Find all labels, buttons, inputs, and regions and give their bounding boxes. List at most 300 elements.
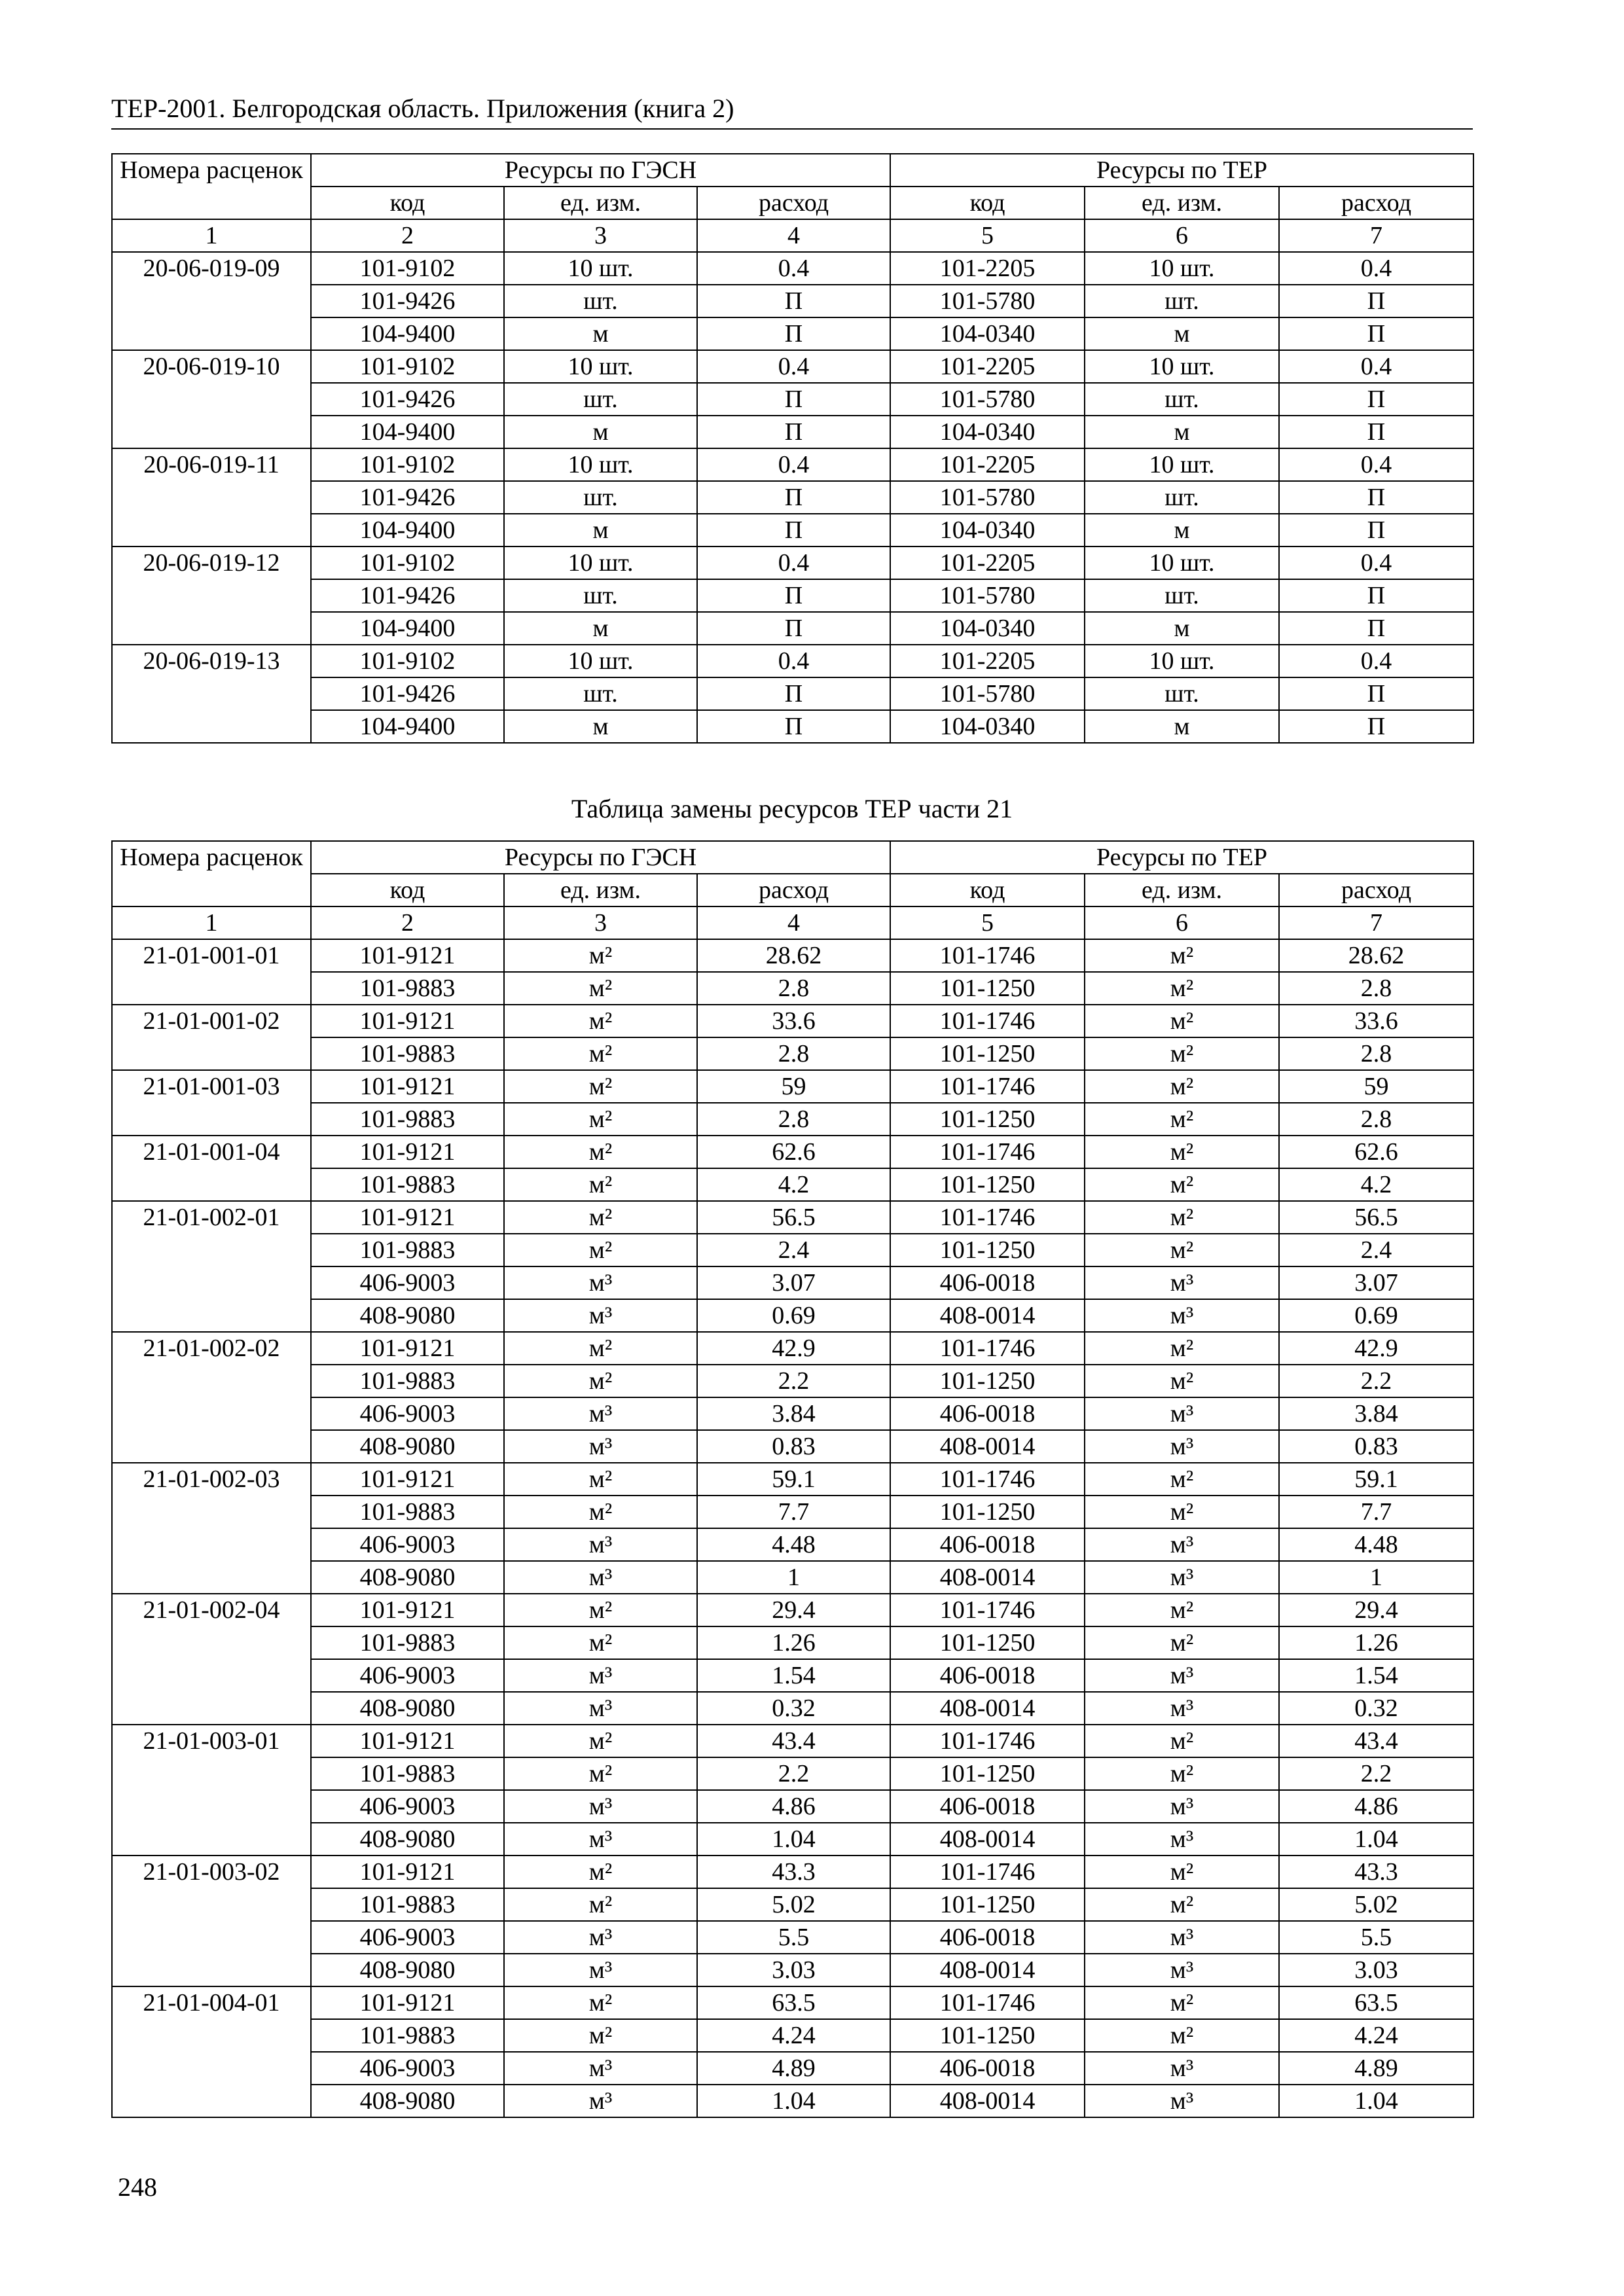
gesn-code-cell: 101-9426 (311, 285, 504, 317)
gesn-code-cell: 101-9883 (311, 1103, 504, 1136)
table-row (112, 1790, 1473, 1823)
gesn-consumption-cell: 4.89 (697, 2052, 890, 2085)
gesn-consumption-cell: 1 (697, 1561, 890, 1594)
gesn-unit-cell: м³ (504, 1692, 697, 1725)
gesn-consumption-cell: 3.84 (697, 1397, 890, 1430)
header-ter-code: код (890, 874, 1085, 906)
header-ter-code: код (890, 187, 1085, 219)
gesn-consumption-cell: 0.4 (697, 547, 890, 579)
rate-number: 20-06-019-10 (112, 350, 311, 448)
table-row (112, 1496, 1473, 1528)
gesn-code-cell: 101-9102 (311, 448, 504, 481)
ter-consumption-cell: 1.04 (1279, 2085, 1473, 2117)
table-row (112, 645, 1473, 677)
gesn-unit-cell: м³ (504, 2085, 697, 2117)
gesn-unit-cell: м (504, 416, 697, 448)
ter-consumption-cell: 43.4 (1279, 1725, 1473, 1757)
column-number: 3 (504, 219, 697, 252)
ter-consumption-cell: 62.6 (1279, 1136, 1473, 1168)
ter-consumption-cell: 0.4 (1279, 645, 1473, 677)
ter-unit-cell: м³ (1085, 1823, 1279, 1856)
ter-code-cell: 101-1746 (890, 1201, 1085, 1234)
ter-unit-cell: м³ (1085, 1299, 1279, 1332)
gesn-code-cell: 101-9121 (311, 1594, 504, 1626)
header-ter-consumption: расход (1279, 874, 1473, 906)
ter-consumption-cell: 4.2 (1279, 1168, 1473, 1201)
gesn-code-cell: 101-9102 (311, 350, 504, 383)
gesn-consumption-cell: 2.2 (697, 1757, 890, 1790)
ter-consumption-cell: 0.69 (1279, 1299, 1473, 1332)
rate-number: 21-01-002-03 (112, 1463, 311, 1594)
gesn-unit-cell: м² (504, 1986, 697, 2019)
ter-unit-cell: м² (1085, 1070, 1279, 1103)
gesn-code-cell: 101-9121 (311, 1070, 504, 1103)
gesn-consumption-cell: 0.69 (697, 1299, 890, 1332)
ter-code-cell: 408-0014 (890, 1954, 1085, 1986)
gesn-consumption-cell: 4.48 (697, 1528, 890, 1561)
ter-unit-cell: шт. (1085, 383, 1279, 416)
gesn-consumption-cell: 28.62 (697, 939, 890, 972)
ter-unit-cell: м (1085, 317, 1279, 350)
table-row (112, 612, 1473, 645)
ter-code-cell: 101-2205 (890, 350, 1085, 383)
ter-consumption-cell: 5.5 (1279, 1921, 1473, 1954)
table-row (112, 416, 1473, 448)
ter-consumption-cell: П (1279, 416, 1473, 448)
running-header: ТЕР-2001. Белгородская область. Приложения (книга 2) (111, 93, 1473, 130)
ter-unit-cell: м² (1085, 1332, 1279, 1365)
ter-unit-cell: шт. (1085, 579, 1279, 612)
ter-unit-cell: м² (1085, 1757, 1279, 1790)
table1-body (112, 252, 1473, 743)
gesn-consumption-cell: 3.03 (697, 1954, 890, 1986)
ter-consumption-cell: 59.1 (1279, 1463, 1473, 1496)
ter-code-cell: 101-1250 (890, 1365, 1085, 1397)
table-row (112, 1430, 1473, 1463)
header-gesn-unit: ед. изм. (504, 187, 697, 219)
gesn-code-cell: 104-9400 (311, 317, 504, 350)
gesn-code-cell: 408-9080 (311, 1823, 504, 1856)
table-row (112, 514, 1473, 547)
ter-code-cell: 101-1746 (890, 1986, 1085, 2019)
table-row (112, 1856, 1473, 1888)
table-row (112, 448, 1473, 481)
gesn-consumption-cell: 62.6 (697, 1136, 890, 1168)
gesn-consumption-cell: 5.5 (697, 1921, 890, 1954)
ter-unit-cell: м³ (1085, 1692, 1279, 1725)
ter-unit-cell: м² (1085, 1725, 1279, 1757)
ter-code-cell: 101-1250 (890, 1234, 1085, 1266)
table-row (112, 481, 1473, 514)
gesn-consumption-cell: П (697, 285, 890, 317)
gesn-unit-cell: м² (504, 1005, 697, 1037)
gesn-consumption-cell: 2.8 (697, 1103, 890, 1136)
gesn-unit-cell: м³ (504, 1299, 697, 1332)
gesn-code-cell: 101-9883 (311, 1168, 504, 1201)
ter-unit-cell: м (1085, 514, 1279, 547)
ter-consumption-cell: 1 (1279, 1561, 1473, 1594)
column-number: 6 (1085, 906, 1279, 939)
gesn-code-cell: 101-9883 (311, 2019, 504, 2052)
gesn-unit-cell: м² (504, 1365, 697, 1397)
ter-unit-cell: м (1085, 612, 1279, 645)
rate-number: 20-06-019-13 (112, 645, 311, 743)
ter-unit-cell: м³ (1085, 1561, 1279, 1594)
gesn-code-cell: 101-9121 (311, 1856, 504, 1888)
table-row (112, 1757, 1473, 1790)
ter-unit-cell: м² (1085, 1005, 1279, 1037)
gesn-unit-cell: м³ (504, 1823, 697, 1856)
ter-consumption-cell: П (1279, 612, 1473, 645)
gesn-unit-cell: м² (504, 1626, 697, 1659)
ter-code-cell: 101-1746 (890, 1332, 1085, 1365)
table-row (112, 1725, 1473, 1757)
ter-unit-cell: м² (1085, 1594, 1279, 1626)
gesn-consumption-cell: 29.4 (697, 1594, 890, 1626)
ter-consumption-cell: 42.9 (1279, 1332, 1473, 1365)
gesn-consumption-cell: 0.4 (697, 350, 890, 383)
table-row (112, 939, 1473, 972)
ter-consumption-cell: 2.8 (1279, 1037, 1473, 1070)
gesn-unit-cell: м² (504, 1757, 697, 1790)
gesn-unit-cell: м² (504, 1496, 697, 1528)
gesn-code-cell: 101-9121 (311, 939, 504, 972)
table-row (112, 383, 1473, 416)
ter-code-cell: 101-5780 (890, 481, 1085, 514)
ter-consumption-cell: 3.84 (1279, 1397, 1473, 1430)
gesn-consumption-cell: 1.04 (697, 1823, 890, 1856)
ter-unit-cell: м² (1085, 1626, 1279, 1659)
gesn-unit-cell: м² (504, 1168, 697, 1201)
gesn-code-cell: 406-9003 (311, 1659, 504, 1692)
gesn-code-cell: 101-9121 (311, 1986, 504, 2019)
gesn-code-cell: 104-9400 (311, 612, 504, 645)
ter-unit-cell: м³ (1085, 1266, 1279, 1299)
gesn-consumption-cell: 4.86 (697, 1790, 890, 1823)
column-number: 2 (311, 906, 504, 939)
table-row (112, 1168, 1473, 1201)
ter-unit-cell: м³ (1085, 1659, 1279, 1692)
table2-caption: Таблица замены ресурсов ТЕР части 21 (571, 794, 1013, 823)
ter-code-cell: 101-2205 (890, 645, 1085, 677)
ter-consumption-cell: 4.89 (1279, 2052, 1473, 2085)
ter-unit-cell: м² (1085, 1103, 1279, 1136)
ter-code-cell: 104-0340 (890, 612, 1085, 645)
gesn-unit-cell: м³ (504, 2052, 697, 2085)
gesn-unit-cell: м³ (504, 1528, 697, 1561)
gesn-code-cell: 406-9003 (311, 1397, 504, 1430)
gesn-consumption-cell: 59.1 (697, 1463, 890, 1496)
gesn-code-cell: 101-9121 (311, 1463, 504, 1496)
rate-number: 21-01-003-01 (112, 1725, 311, 1856)
ter-unit-cell: м (1085, 416, 1279, 448)
table-row (112, 2085, 1473, 2117)
gesn-consumption-cell: П (697, 383, 890, 416)
header-ter-unit: ед. изм. (1085, 874, 1279, 906)
table-row (112, 1136, 1473, 1168)
ter-code-cell: 101-1746 (890, 1136, 1085, 1168)
gesn-consumption-cell: 2.8 (697, 1037, 890, 1070)
ter-code-cell: 101-1746 (890, 1070, 1085, 1103)
table2-body (112, 939, 1473, 2117)
table-row (112, 252, 1473, 285)
gesn-unit-cell: м² (504, 2019, 697, 2052)
table-row (112, 677, 1473, 710)
gesn-consumption-cell: 2.4 (697, 1234, 890, 1266)
ter-code-cell: 101-1746 (890, 1725, 1085, 1757)
gesn-consumption-cell: П (697, 677, 890, 710)
ter-code-cell: 101-1746 (890, 1856, 1085, 1888)
ter-consumption-cell: 43.3 (1279, 1856, 1473, 1888)
gesn-unit-cell: м² (504, 972, 697, 1005)
gesn-code-cell: 104-9400 (311, 514, 504, 547)
ter-code-cell: 104-0340 (890, 514, 1085, 547)
rate-number: 21-01-001-02 (112, 1005, 311, 1070)
gesn-code-cell: 101-9102 (311, 547, 504, 579)
column-number: 4 (697, 906, 890, 939)
gesn-unit-cell: м³ (504, 1397, 697, 1430)
gesn-unit-cell: м² (504, 1070, 697, 1103)
gesn-unit-cell: м (504, 317, 697, 350)
ter-unit-cell: м² (1085, 1365, 1279, 1397)
ter-consumption-cell: 5.02 (1279, 1888, 1473, 1921)
ter-code-cell: 101-5780 (890, 383, 1085, 416)
gesn-consumption-cell: 59 (697, 1070, 890, 1103)
header-ter-group: Ресурсы по ТЕР (890, 154, 1473, 187)
table-row (112, 1921, 1473, 1954)
gesn-consumption-cell: 2.8 (697, 972, 890, 1005)
gesn-unit-cell: м² (504, 939, 697, 972)
header-rate-numbers: Номера расценок (112, 841, 311, 906)
ter-code-cell: 408-0014 (890, 1430, 1085, 1463)
gesn-unit-cell: шт. (504, 677, 697, 710)
table-row (112, 1005, 1473, 1037)
ter-code-cell: 408-0014 (890, 1692, 1085, 1725)
gesn-code-cell: 406-9003 (311, 2052, 504, 2085)
header-rate-numbers: Номера расценок (112, 154, 311, 219)
ter-unit-cell: м³ (1085, 1397, 1279, 1430)
ter-code-cell: 104-0340 (890, 416, 1085, 448)
gesn-consumption-cell: П (697, 416, 890, 448)
gesn-unit-cell: 10 шт. (504, 448, 697, 481)
ter-unit-cell: м² (1085, 1496, 1279, 1528)
header-ter-consumption: расход (1279, 187, 1473, 219)
ter-consumption-cell: 1.26 (1279, 1626, 1473, 1659)
ter-consumption-cell: 33.6 (1279, 1005, 1473, 1037)
ter-consumption-cell: П (1279, 383, 1473, 416)
ter-code-cell: 101-2205 (890, 252, 1085, 285)
header-ter-unit: ед. изм. (1085, 187, 1279, 219)
ter-consumption-cell: 2.4 (1279, 1234, 1473, 1266)
table-row (112, 1823, 1473, 1856)
column-number: 1 (112, 219, 311, 252)
table-row (112, 1626, 1473, 1659)
gesn-unit-cell: м (504, 710, 697, 743)
gesn-unit-cell: м³ (504, 1561, 697, 1594)
ter-code-cell: 408-0014 (890, 1561, 1085, 1594)
ter-consumption-cell: П (1279, 317, 1473, 350)
table-row (112, 1103, 1473, 1136)
ter-unit-cell: м² (1085, 972, 1279, 1005)
ter-consumption-cell: 2.2 (1279, 1365, 1473, 1397)
gesn-code-cell: 406-9003 (311, 1266, 504, 1299)
ter-consumption-cell: 7.7 (1279, 1496, 1473, 1528)
gesn-unit-cell: м² (504, 1201, 697, 1234)
ter-code-cell: 101-1250 (890, 1496, 1085, 1528)
rate-number: 21-01-002-02 (112, 1332, 311, 1463)
ter-consumption-cell: П (1279, 710, 1473, 743)
gesn-unit-cell: 10 шт. (504, 645, 697, 677)
ter-code-cell: 101-1250 (890, 972, 1085, 1005)
gesn-code-cell: 408-9080 (311, 2085, 504, 2117)
ter-consumption-cell: 28.62 (1279, 939, 1473, 972)
column-number: 5 (890, 219, 1085, 252)
rate-number: 20-06-019-09 (112, 252, 311, 350)
gesn-code-cell: 101-9121 (311, 1332, 504, 1365)
column-number: 1 (112, 906, 311, 939)
rate-number: 21-01-003-02 (112, 1856, 311, 1986)
ter-code-cell: 406-0018 (890, 1659, 1085, 1692)
gesn-code-cell: 101-9121 (311, 1005, 504, 1037)
rate-number: 21-01-001-01 (112, 939, 311, 1005)
table-row (112, 317, 1473, 350)
table-row (112, 1299, 1473, 1332)
ter-code-cell: 101-5780 (890, 579, 1085, 612)
gesn-consumption-cell: 33.6 (697, 1005, 890, 1037)
table-row (112, 1365, 1473, 1397)
gesn-consumption-cell: 0.4 (697, 645, 890, 677)
ter-consumption-cell: 2.8 (1279, 972, 1473, 1005)
gesn-consumption-cell: 43.3 (697, 1856, 890, 1888)
gesn-unit-cell: 10 шт. (504, 252, 697, 285)
ter-unit-cell: 10 шт. (1085, 645, 1279, 677)
ter-consumption-cell: П (1279, 677, 1473, 710)
ter-consumption-cell: 0.32 (1279, 1692, 1473, 1725)
gesn-code-cell: 101-9426 (311, 383, 504, 416)
gesn-code-cell: 406-9003 (311, 1921, 504, 1954)
ter-unit-cell: м² (1085, 1037, 1279, 1070)
gesn-code-cell: 408-9080 (311, 1692, 504, 1725)
table-row (112, 1561, 1473, 1594)
ter-unit-cell: м³ (1085, 1528, 1279, 1561)
ter-unit-cell: м² (1085, 1986, 1279, 2019)
table-row (112, 1986, 1473, 2019)
gesn-code-cell: 101-9883 (311, 1037, 504, 1070)
gesn-unit-cell: м² (504, 1037, 697, 1070)
ter-unit-cell: шт. (1085, 677, 1279, 710)
ter-consumption-cell: 4.48 (1279, 1528, 1473, 1561)
rate-number: 21-01-004-01 (112, 1986, 311, 2117)
gesn-code-cell: 101-9426 (311, 677, 504, 710)
column-number: 5 (890, 906, 1085, 939)
table-row (112, 1594, 1473, 1626)
header-gesn-code: код (311, 187, 504, 219)
gesn-consumption-cell: П (697, 317, 890, 350)
gesn-code-cell: 101-9883 (311, 1888, 504, 1921)
table-row (112, 1397, 1473, 1430)
gesn-code-cell: 408-9080 (311, 1561, 504, 1594)
column-number: 3 (504, 906, 697, 939)
ter-unit-cell: м² (1085, 2019, 1279, 2052)
ter-consumption-cell: 3.03 (1279, 1954, 1473, 1986)
rate-number: 20-06-019-11 (112, 448, 311, 547)
table-row (112, 1692, 1473, 1725)
ter-consumption-cell: П (1279, 579, 1473, 612)
gesn-unit-cell: м (504, 514, 697, 547)
table-row (112, 2019, 1473, 2052)
ter-consumption-cell: 59 (1279, 1070, 1473, 1103)
gesn-code-cell: 408-9080 (311, 1299, 504, 1332)
gesn-unit-cell: м² (504, 1594, 697, 1626)
table-row (112, 1888, 1473, 1921)
gesn-unit-cell: м² (504, 1856, 697, 1888)
table-row (112, 1037, 1473, 1070)
column-number: 7 (1279, 219, 1473, 252)
ter-unit-cell: м³ (1085, 1790, 1279, 1823)
ter-unit-cell: м² (1085, 1888, 1279, 1921)
gesn-consumption-cell: П (697, 481, 890, 514)
table-row (112, 2052, 1473, 2085)
column-number: 4 (697, 219, 890, 252)
ter-unit-cell: м³ (1085, 2085, 1279, 2117)
ter-consumption-cell: 3.07 (1279, 1266, 1473, 1299)
ter-code-cell: 101-1746 (890, 1594, 1085, 1626)
ter-code-cell: 406-0018 (890, 1921, 1085, 1954)
gesn-code-cell: 101-9121 (311, 1725, 504, 1757)
column-number: 7 (1279, 906, 1473, 939)
ter-unit-cell: 10 шт. (1085, 547, 1279, 579)
table-row (112, 285, 1473, 317)
gesn-unit-cell: шт. (504, 579, 697, 612)
column-number: 6 (1085, 219, 1279, 252)
ter-unit-cell: м² (1085, 1136, 1279, 1168)
ter-unit-cell: м³ (1085, 1954, 1279, 1986)
gesn-code-cell: 101-9121 (311, 1136, 504, 1168)
gesn-unit-cell: м³ (504, 1266, 697, 1299)
ter-consumption-cell: П (1279, 481, 1473, 514)
table-row (112, 547, 1473, 579)
gesn-code-cell: 408-9080 (311, 1430, 504, 1463)
ter-unit-cell: 10 шт. (1085, 350, 1279, 383)
table-row (112, 1266, 1473, 1299)
ter-unit-cell: м² (1085, 1856, 1279, 1888)
ter-consumption-cell: 1.54 (1279, 1659, 1473, 1692)
ter-code-cell: 406-0018 (890, 1266, 1085, 1299)
ter-consumption-cell: 63.5 (1279, 1986, 1473, 2019)
ter-code-cell: 101-1250 (890, 1168, 1085, 1201)
ter-code-cell: 104-0340 (890, 710, 1085, 743)
ter-consumption-cell: П (1279, 285, 1473, 317)
ter-code-cell: 101-1250 (890, 1037, 1085, 1070)
gesn-consumption-cell: 3.07 (697, 1266, 890, 1299)
gesn-unit-cell: м² (504, 1103, 697, 1136)
gesn-consumption-cell: 0.32 (697, 1692, 890, 1725)
ter-unit-cell: м² (1085, 1168, 1279, 1201)
gesn-code-cell: 101-9426 (311, 579, 504, 612)
ter-unit-cell: шт. (1085, 285, 1279, 317)
ter-consumption-cell: 2.2 (1279, 1757, 1473, 1790)
table-row (112, 1201, 1473, 1234)
ter-code-cell: 101-5780 (890, 677, 1085, 710)
gesn-consumption-cell: 5.02 (697, 1888, 890, 1921)
ter-consumption-cell: 4.24 (1279, 2019, 1473, 2052)
ter-consumption-cell: 0.4 (1279, 448, 1473, 481)
ter-code-cell: 101-1250 (890, 2019, 1085, 2052)
ter-consumption-cell: 0.4 (1279, 547, 1473, 579)
ter-consumption-cell: 29.4 (1279, 1594, 1473, 1626)
gesn-unit-cell: 10 шт. (504, 547, 697, 579)
gesn-code-cell: 104-9400 (311, 710, 504, 743)
